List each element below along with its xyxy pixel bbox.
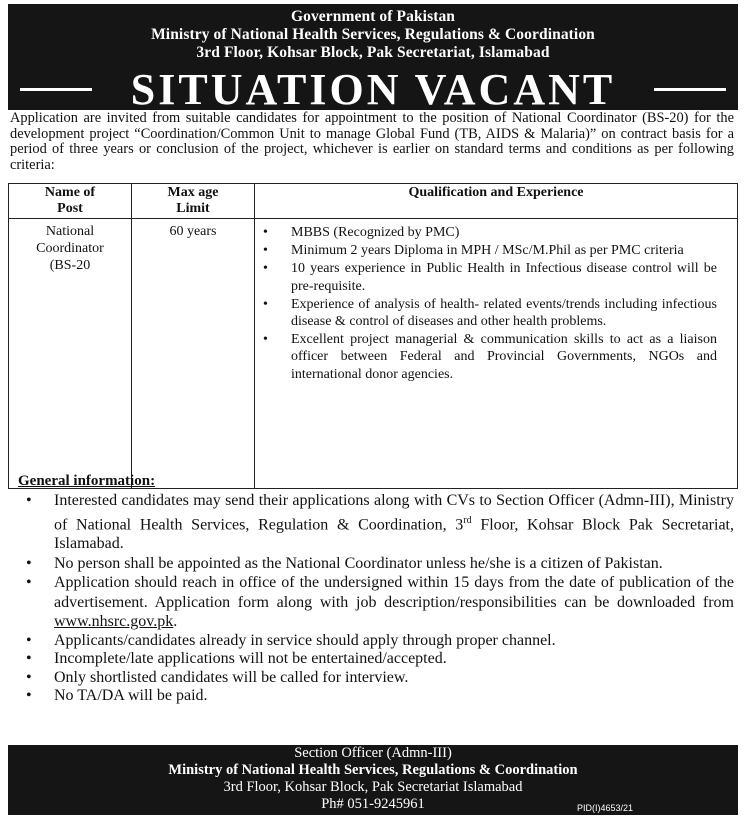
header-max-age: Max age Limit bbox=[132, 184, 255, 219]
post-name-cell: National Coordinator (BS-20 bbox=[9, 219, 132, 489]
list-item: • 10 years experience in Public Health in Infectious disease control will be pre-requisite. bbox=[291, 260, 717, 294]
qualification-cell bbox=[255, 219, 738, 489]
header-banner bbox=[8, 4, 738, 114]
ministry-address: 3rd Floor, Kohsar Block, Pak Secretariat, Islamabad bbox=[196, 44, 550, 61]
list-item: • Only shortlisted candidates will be called for interview. bbox=[22, 669, 734, 688]
qualification-list bbox=[291, 224, 717, 383]
footer-officer: Section Officer (Admn-III) bbox=[294, 745, 452, 761]
general-info-list bbox=[22, 491, 734, 706]
list-item: • Application should reach in office of the undersigned within 15 days from the date of publication of the advertisement. Application form along with job description/responsibilities can be downloaded from www.nhsrc.gov.pk. bbox=[22, 573, 734, 632]
list-item: • Applicants/candidates already in service should apply through proper channel. bbox=[22, 632, 734, 651]
title-row bbox=[8, 64, 738, 116]
list-item: • Experience of analysis of health- related events/trends including infectious disease & control of diseases and other health problems. bbox=[291, 296, 717, 330]
footer-address: 3rd Floor, Kohsar Block, Pak Secretariat Islamabad bbox=[223, 779, 523, 795]
table-row bbox=[9, 219, 738, 489]
list-item: • Excellent project managerial & communication skills to act as a liaison officer between Federal and Provincial Governments, NGOs and international donor agencies. bbox=[291, 331, 717, 383]
list-item: • Interested candidates may send their applications along with CVs to Section Officer (Admn-III), Ministry of National Health Services, Regulation & Coordination, 3rd Floor, Kohsar Block Pak Secretariat, Islamabad. bbox=[22, 491, 734, 554]
ministry-name: Ministry of National Health Services, Regulations & Coordination bbox=[151, 26, 595, 43]
footer-banner bbox=[8, 745, 738, 815]
list-item: • No TA/DA will be paid. bbox=[22, 687, 734, 706]
table-header-row bbox=[9, 184, 738, 219]
government-name: Government of Pakistan bbox=[290, 8, 456, 25]
pid-number: PID(I)4653/21 bbox=[576, 803, 633, 813]
footer-ministry: Ministry of National Health Services, Regulations & Coordination bbox=[168, 762, 578, 778]
list-item: • MBBS (Recognized by PMC) bbox=[291, 224, 717, 241]
title-rule-left bbox=[20, 88, 92, 91]
criteria-table bbox=[8, 183, 738, 489]
header-qualification: Qualification and Experience bbox=[255, 184, 738, 219]
list-item: • No person shall be appointed as the National Coordinator unless he/she is a citizen of Pakistan. bbox=[22, 554, 734, 574]
header-name-of-post: Name of Post bbox=[9, 184, 132, 219]
title-rule-right bbox=[654, 88, 726, 91]
max-age-cell: 60 years bbox=[132, 219, 255, 489]
page-title: SITUATION VACANT bbox=[130, 65, 616, 114]
general-info-heading: General information: bbox=[18, 473, 156, 489]
website-link[interactable]: www.nhsrc.gov.pk bbox=[54, 613, 174, 631]
list-item: • Minimum 2 years Diploma in MPH / MSc/M.Phil as per PMC criteria bbox=[291, 242, 717, 259]
intro-paragraph: Application are invited from suitable candidates for appointment to the position of National Coordinator (BS-20) for the development project “Coordination/Common Unit to manage Global Fund (TB, AIDS & Malaria)” on contract basis for a period of three years or conclusion of the project, whichever is earlier on standard terms and conditions as per following criteria: bbox=[10, 110, 734, 173]
list-item: • Incomplete/late applications will not be entertained/accepted. bbox=[22, 650, 734, 669]
footer-phone: Ph# 051-9245961 bbox=[321, 796, 425, 812]
